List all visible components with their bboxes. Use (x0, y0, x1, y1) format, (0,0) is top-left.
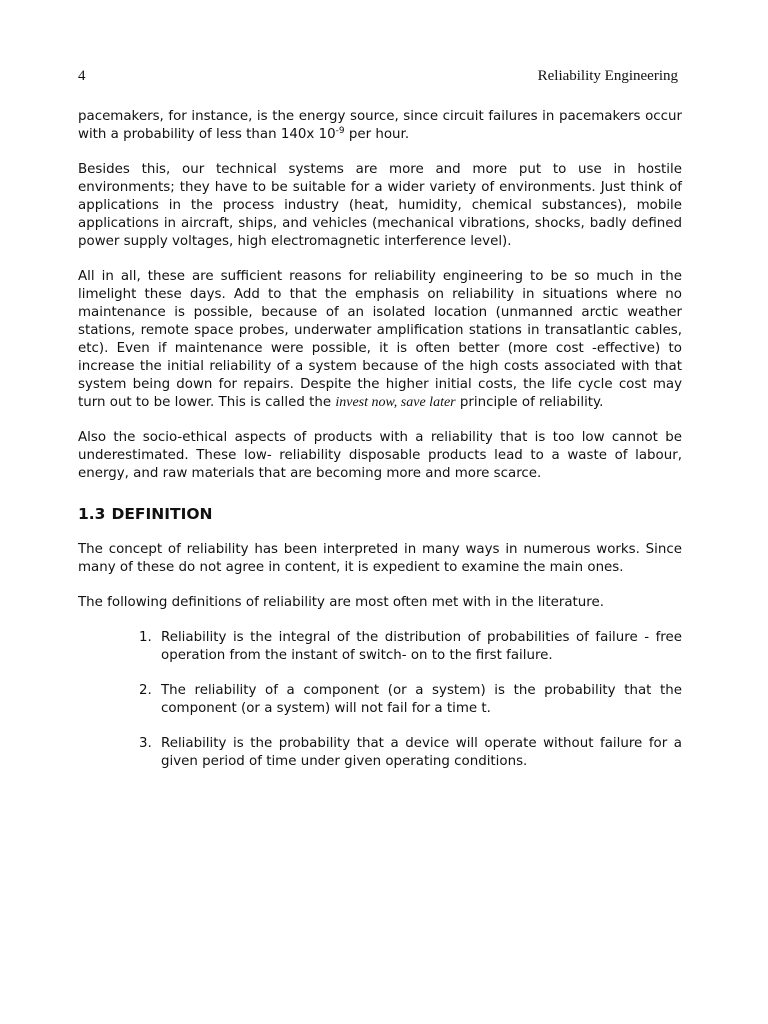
definition-text: Reliability is the probability that a device will operate without failure for a given period of time under given operating conditions. (161, 736, 682, 769)
definition-list (78, 629, 682, 771)
definition-item (139, 682, 682, 718)
section-number: 1.3 (78, 505, 106, 523)
definition-number: 1. (139, 630, 152, 645)
exponent: -9 (335, 126, 345, 136)
definition-item (139, 629, 682, 665)
paragraph-hostile-environments: Besides this, our technical systems are more and more put to use in hostile environments; they have to be suitable for a wider variety of environments. Just think of applications in the process industry (heat, humidity, chemical substances), mobile applications in aircraft, ships, and vehicles (mechanical vibrations, shocks, badly defined power supply voltages, high electromagnetic interference level). (78, 162, 682, 249)
section-title: DEFINITION (111, 505, 213, 523)
paragraph-limelight (78, 268, 682, 412)
definition-number: 3. (139, 736, 152, 751)
paragraph-pacemakers-text: pacemakers, for instance, is the energy source, since circuit failures in pacemakers occur with a probability of less than 140x 10 (78, 109, 682, 142)
paragraph-concept: The concept of reliability has been interpreted in many ways in numerous works. Since many of these do not agree in content, it is expedient to examine the main ones. (78, 542, 682, 575)
definition-number: 2. (139, 683, 152, 698)
running-header (78, 68, 682, 90)
paragraph-pacemakers-end: per hour. (344, 127, 410, 142)
running-header-title: Reliability Engineering (537, 68, 678, 84)
definition-text: Reliability is the integral of the distribution of probabilities of failure - free operation from the instant of switch- on to the first failure. (161, 630, 682, 663)
paragraph-following-definitions: The following definitions of reliability are most often met with in the literature. (78, 595, 605, 610)
paragraph-socio-ethical: Also the socio-ethical aspects of products with a reliability that is too low cannot be underestimated. These low- reliability disposable products lead to a waste of labour, energy, and raw materials that are becoming more and more scarce. (78, 430, 682, 481)
section-heading (78, 505, 682, 523)
document-page (78, 68, 682, 788)
definition-text: The reliability of a component (or a system) is the probability that the component (or a system) will not fail for a time t. (161, 683, 682, 716)
definition-item (139, 735, 682, 771)
paragraph-pacemakers (78, 108, 682, 144)
page-number: 4 (78, 68, 86, 84)
paragraph-limelight-text: All in all, these are sufficient reasons for reliability engineering to be so much in the limelight these days. Add to that the emphasis on reliability in situations where no maintenance is possible, because of an isolated location (unmanned arctic weather stations, remote space probes, underwater amplification stations in transatlantic cables, etc). Even if maintenance were possible, it is often better (more cost -effective) to increase the initial reliability of a system because of the high costs associated with that system being down for repairs. Despite the higher initial costs, the life cycle cost may turn out to be lower. This is called the (78, 269, 682, 410)
invest-now-save-later-phrase: invest now, save later (335, 395, 456, 410)
paragraph-limelight-end: principle of reliability. (455, 395, 604, 410)
